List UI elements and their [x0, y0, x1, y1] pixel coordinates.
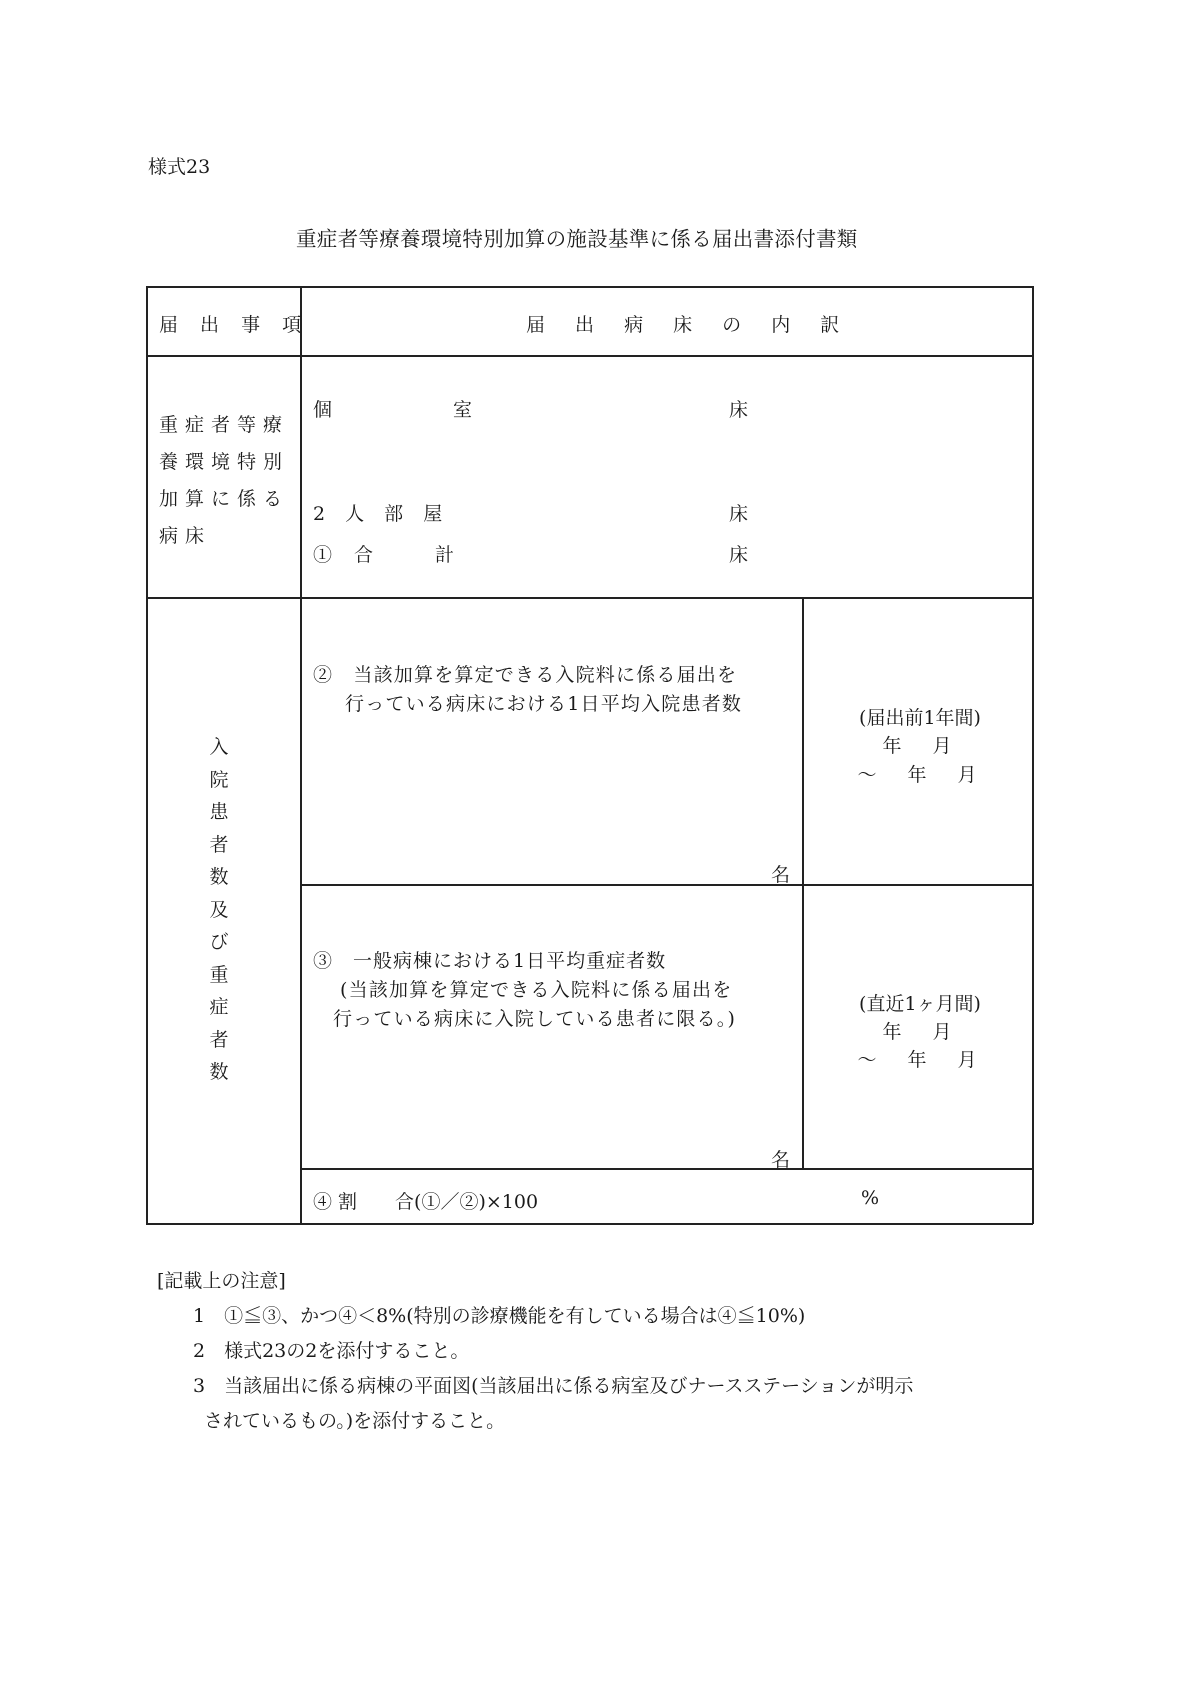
item2-period-to: 〜 年 月	[857, 764, 983, 786]
item2-description-line2: 行っている病床における1日平均入院患者数	[345, 693, 743, 715]
section2-label-char: 入	[209, 736, 229, 758]
item3-description-line1: ③ 一般病棟における1日平均重症者数	[313, 950, 667, 972]
section2-label-char: 症	[209, 996, 229, 1018]
row-private-room-label: 個 室	[313, 399, 489, 421]
table-border-top	[146, 286, 1033, 288]
item3-period-label: (直近1ヶ月間)	[859, 993, 981, 1015]
row-private-room-unit: 床	[729, 399, 749, 421]
item2-description-line1: ② 当該加算を算定できる入院料に係る届出を	[313, 664, 738, 686]
table-border-bottom	[146, 1223, 1033, 1225]
section1-label-line: 加算に係る	[159, 488, 290, 510]
form-id: 様式23	[148, 156, 211, 178]
item3-description-line2: (当該加算を算定できる入院料に係る届出を	[340, 979, 733, 1001]
item3-period-to: 〜 年 月	[857, 1049, 983, 1071]
section1-label-line: 重症者等療	[159, 414, 290, 436]
section2-label-char: 重	[209, 963, 229, 986]
row-total-unit: 床	[729, 544, 749, 566]
section2-label-char: 患	[209, 801, 229, 823]
section2-label-char: 数	[209, 1061, 229, 1083]
item2-unit: 名	[771, 864, 791, 886]
item2-period-from: 年 月	[882, 735, 958, 757]
table-period-divider	[802, 597, 804, 1168]
section1-label-line: 養環境特別	[159, 451, 290, 473]
section2-label-char: び	[209, 931, 229, 953]
table-item-divider-2	[300, 1168, 1033, 1170]
section1-label-line: 病床	[159, 525, 212, 547]
section2-label-char: 院	[209, 768, 229, 791]
section2-label-char: 数	[209, 866, 229, 888]
section1-label	[159, 407, 289, 555]
note-item: 3 当該届出に係る病棟の平面図(当該届出に係る病室及びナースステーションが明示	[193, 1375, 914, 1397]
item4-label: ④ 割 合(①／②)×100	[313, 1191, 539, 1213]
table-header-divider	[146, 355, 1033, 357]
item2-period-label: (届出前1年間)	[859, 707, 981, 729]
section2-label-char: 及	[209, 898, 229, 921]
table-border-left	[146, 286, 148, 1224]
row-double-room-label: 2 人 部 屋	[313, 503, 450, 525]
document-title: 重症者等療養環境特別加算の施設基準に係る届出書添付書類	[296, 227, 858, 251]
item4-unit: %	[861, 1187, 880, 1209]
header-right: 届 出 病 床 の 内 訳	[526, 314, 852, 336]
item3-unit: 名	[771, 1149, 791, 1171]
section2-label-char: 者	[209, 1028, 229, 1051]
header-left: 届 出 事 項	[159, 314, 310, 336]
table-column-divider	[300, 286, 302, 1224]
note-item: 1 ①≦③、かつ④＜8%(特別の診療機能を有している場合は④≦10%)	[193, 1305, 806, 1327]
row-total-label: ① 合 計	[313, 544, 463, 566]
section2-vertical-label	[204, 731, 234, 1089]
table-item-divider-1	[300, 884, 1033, 886]
row-double-room-unit: 床	[729, 503, 749, 525]
item3-period-from: 年 月	[882, 1021, 958, 1043]
note-item: 2 様式23の2を添付すること。	[193, 1340, 470, 1362]
note-item-continuation: されているもの。)を添付すること。	[204, 1410, 506, 1432]
table-border-right	[1032, 286, 1034, 1224]
section2-label-char: 者	[209, 833, 229, 856]
notes-heading: [記載上の注意]	[157, 1270, 286, 1292]
item3-description-line3: 行っている病床に入院している患者に限る。)	[333, 1008, 737, 1030]
table-section-divider	[146, 597, 1033, 599]
